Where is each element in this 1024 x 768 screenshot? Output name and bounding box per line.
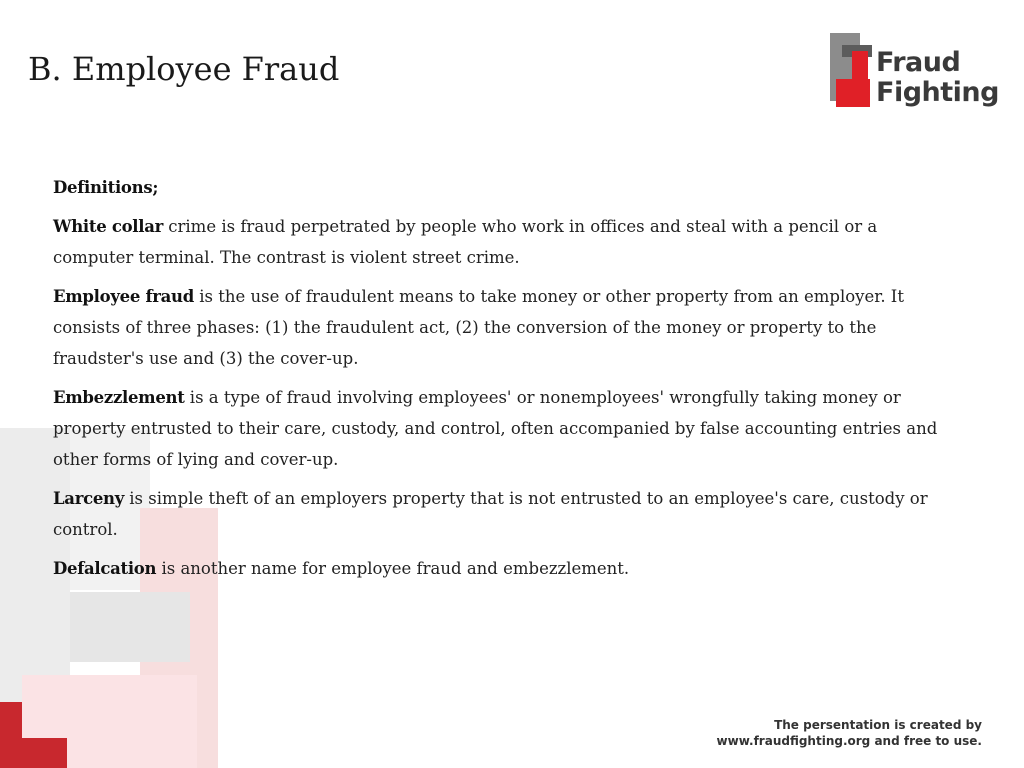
definition-text: is a type of fraud involving employees' or nonemployees' wrongfully taking money or property entrusted to their care, custody, and control, often accompanied by false accounting entries and other forms of lying and cover-up. <box>53 388 938 469</box>
definition-term: Employee fraud <box>53 287 194 306</box>
definition-text: is simple theft of an employers property that is not entrusted to an employee's care, custody or control. <box>53 489 928 539</box>
definition-text: crime is fraud perpetrated by people who work in offices and steal with a pencil or a computer terminal. The contrast is violent street crime. <box>53 217 878 267</box>
definitions-body <box>53 172 948 592</box>
definition-item <box>53 382 948 475</box>
definition-item <box>53 483 948 545</box>
definition-item <box>53 211 948 273</box>
slide-title: B. Employee Fraud <box>28 50 340 88</box>
footer-line-1: The persentation is created by <box>774 718 982 732</box>
decor-block-gray-2 <box>70 592 190 662</box>
decor-block-red-2 <box>22 738 67 768</box>
definition-text: is another name for employee fraud and embezzlement. <box>156 559 630 578</box>
definitions-heading-text: Definitions; <box>53 178 159 197</box>
definition-term: Defalcation <box>53 559 157 578</box>
logo-mark-red-bar-icon <box>852 51 868 93</box>
definition-term: White collar <box>53 217 164 236</box>
definition-item <box>53 553 948 584</box>
footer-credit <box>717 717 982 749</box>
logo-word-fraud: Fraud <box>876 47 961 78</box>
logo-word-fighting: Fighting <box>876 77 999 108</box>
decor-block-red <box>0 702 22 768</box>
definition-item <box>53 281 948 374</box>
footer-line-2: www.fraudfighting.org and free to use. <box>716 734 982 748</box>
fraud-fighting-logo <box>830 33 999 113</box>
definitions-heading <box>53 172 948 203</box>
definition-term: Embezzlement <box>53 388 185 407</box>
definition-text: is the use of fraudulent means to take money or other property from an employer. It consists of three phases: (1) the fraudulent act, (2) the conversion of the money or property to the fraudster's use and (3) the cover-up. <box>53 287 904 368</box>
definition-term: Larceny <box>53 489 125 508</box>
